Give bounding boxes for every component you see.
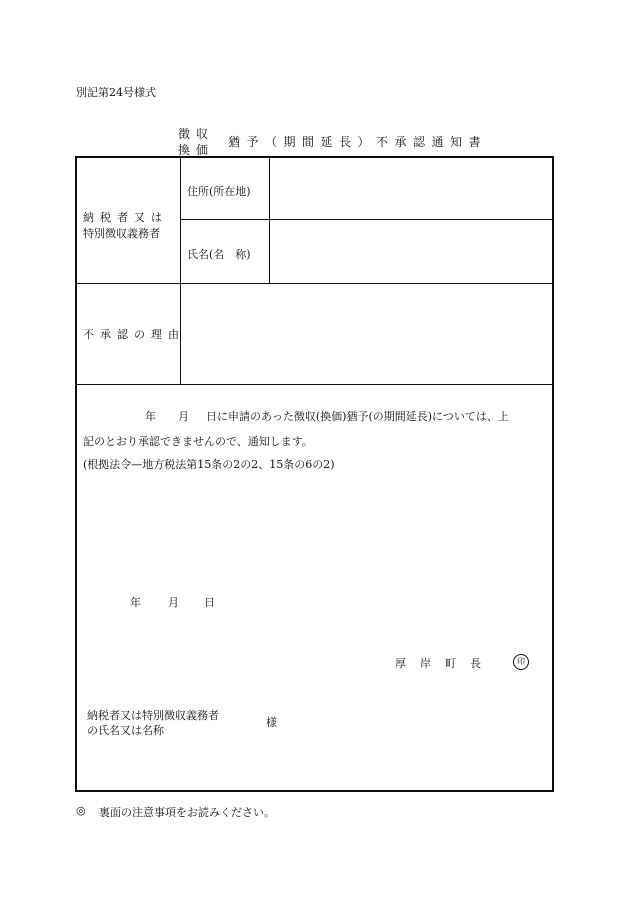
reason-label: 不承認の理由 <box>83 328 185 341</box>
notice-date-year: 年 <box>145 410 156 423</box>
form-number: 別記第24号様式 <box>76 86 156 99</box>
footnote-text: 裏面の注意事項をお読みください。 <box>99 806 275 819</box>
divider-reason-notice <box>77 384 554 385</box>
notice-date-month: 月 <box>178 410 189 423</box>
notice-line2: 記のとおり承認できませんので、通知します。 <box>83 435 313 448</box>
taxpayer-label-line2: 特別徴収義務者 <box>83 227 160 240</box>
divider-address-name <box>180 219 554 220</box>
taxpayer-label-line1: 納税者又は <box>83 211 168 224</box>
title-stack <box>178 126 220 158</box>
divider-taxpayer-reason <box>77 283 554 284</box>
name-label: 氏名(名 称) <box>187 248 251 261</box>
divider-sublabel-column <box>269 158 270 283</box>
recipient-honorific: 様 <box>266 716 277 729</box>
issue-date-day: 日 <box>204 596 215 609</box>
legal-basis: (根拠法令—地方税法第15条の2の2、15条の6の2) <box>83 458 335 471</box>
footnote-mark: ◎ <box>76 804 86 817</box>
title-stack-top: 徴収 <box>178 127 215 141</box>
recipient-line2: の氏名又は名称 <box>87 724 164 737</box>
issue-date-month: 月 <box>168 596 179 609</box>
address-label: 住所(所在地) <box>187 185 251 198</box>
seal-icon: 印 <box>513 654 529 670</box>
issuer-title: 厚岸町長 <box>395 657 495 670</box>
title-stack-bottom: 換価 <box>178 143 215 157</box>
recipient-line1: 納税者又は特別徴収義務者 <box>87 709 219 722</box>
issue-date-year: 年 <box>130 596 141 609</box>
document-title: 猶予（期間延長）不承認通知書 <box>228 135 488 149</box>
divider-label-column <box>180 158 181 384</box>
notice-line1: 日に申請のあった徴収(換価)猶予(の期間延長)については、上 <box>206 410 509 423</box>
form-frame <box>75 156 554 792</box>
